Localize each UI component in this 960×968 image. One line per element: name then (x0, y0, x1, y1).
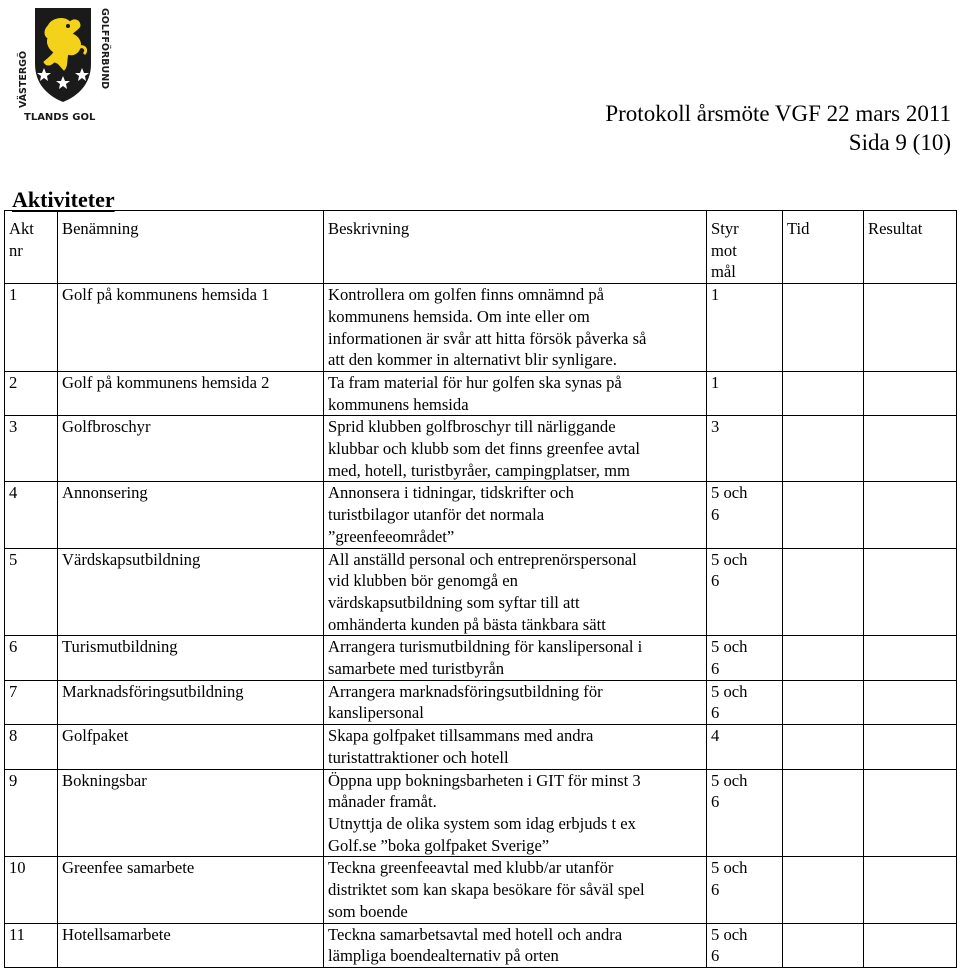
activity-number-line: 4 (9, 483, 18, 503)
activity-description-line: värdskapsutbildning som syftar till att (328, 592, 580, 612)
activity-target (707, 548, 783, 636)
activity-number-line: 8 (9, 726, 18, 746)
activity-name-line: Golfpaket (62, 726, 129, 746)
logo-ring-left: VÄSTERGÖ (18, 50, 29, 108)
activity-description-line: lämpliga boendealternativ på orten (328, 946, 559, 966)
activity-number (5, 284, 58, 372)
activity-name (58, 725, 324, 769)
activity-target-line: 5 och (711, 637, 748, 657)
activity-tid (783, 680, 864, 724)
activities-table (4, 210, 957, 968)
activity-tid (783, 548, 864, 636)
activity-number (5, 636, 58, 680)
activity-description-line: Sprid klubben golfbroschyr till närliggande (328, 417, 616, 437)
activity-name-line: Marknadsföringsutbildning (62, 681, 244, 701)
activity-tid (783, 857, 864, 923)
activity-description-line: samarbete med turistbyrån (328, 659, 505, 679)
activity-target-line: 5 och (711, 858, 748, 878)
activity-name (58, 769, 324, 857)
activity-description-line: Arrangera turismutbildning för kanslipersonal i (328, 637, 643, 657)
activity-target-line: 1 (711, 285, 720, 305)
activity-number-line: 10 (9, 858, 26, 878)
activity-description (324, 284, 707, 372)
activity-description-line: All anställd personal och entreprenörspersonal (328, 549, 637, 569)
logo-ring-right: GOLFFÖRBUND (99, 8, 110, 90)
activity-result (864, 857, 957, 923)
activity-tid (783, 482, 864, 548)
activity-name (58, 482, 324, 548)
activity-name (58, 857, 324, 923)
activity-name-line: Golf på kommunens hemsida 2 (62, 372, 270, 392)
document-title: Protokoll årsmöte VGF 22 mars 2011 (605, 101, 951, 126)
activity-result (864, 769, 957, 857)
activity-description-line: Kontrollera om golfen finns omnämnd på (328, 285, 605, 305)
activity-target (707, 680, 783, 724)
activity-description-line: kommunens hemsida (328, 394, 469, 414)
activity-description (324, 680, 707, 724)
table-row (5, 725, 957, 769)
activity-target-line: 5 och (711, 770, 748, 790)
column-header-akt-nr (5, 211, 58, 284)
activity-result (864, 371, 957, 415)
activity-target-line: 6 (711, 505, 720, 525)
activity-name-line: Hotellsamarbete (62, 924, 171, 944)
activity-target-line: 1 (711, 372, 720, 392)
activity-number-line: 6 (9, 637, 18, 657)
activity-name-line: Greenfee samarbete (62, 858, 195, 878)
activity-number-line: 1 (9, 285, 18, 305)
activity-name-line: Golfbroschyr (62, 417, 151, 437)
activity-target (707, 482, 783, 548)
activity-result (864, 482, 957, 548)
column-header-line: Tid (787, 219, 810, 238)
activity-number (5, 371, 58, 415)
vgf-logo (8, 4, 132, 124)
activity-result (864, 923, 957, 967)
activity-target (707, 725, 783, 769)
activity-number (5, 923, 58, 967)
column-header-line: Benämning (62, 219, 139, 238)
activity-description (324, 371, 707, 415)
table-row (5, 857, 957, 923)
activity-name (58, 371, 324, 415)
activity-result (864, 284, 957, 372)
column-header-line: Resultat (868, 219, 923, 238)
activity-description-line: med, hotell, turistbyråer, campingplatser, mm (328, 460, 630, 480)
column-header-line: Beskrivning (328, 219, 410, 238)
lion-shield-icon (8, 4, 132, 124)
activity-number (5, 482, 58, 548)
activity-name (58, 284, 324, 372)
activity-description-line: Teckna samarbetsavtal med hotell och andra (328, 924, 623, 944)
table-row (5, 923, 957, 967)
table-row (5, 769, 957, 857)
activity-number-line: 2 (9, 372, 18, 392)
activity-description-line: distriktet som kan skapa besökare för såväl spel (328, 880, 645, 900)
activity-name (58, 548, 324, 636)
activity-result (864, 548, 957, 636)
activity-number (5, 769, 58, 857)
table-row (5, 548, 957, 636)
activity-description (324, 923, 707, 967)
activity-target-line: 4 (711, 726, 720, 746)
activity-description-line: turistattraktioner och hotell (328, 747, 509, 767)
activity-target-line: 6 (711, 946, 720, 966)
activity-tid (783, 371, 864, 415)
activity-result (864, 636, 957, 680)
activity-description (324, 769, 707, 857)
activity-number-line: 11 (9, 924, 25, 944)
activity-number-line: 7 (9, 681, 18, 701)
activity-description-line: kanslipersonal (328, 703, 424, 723)
activity-description (324, 548, 707, 636)
activity-target-line: 5 och (711, 924, 748, 944)
activity-description-line: Öppna upp bokningsbarheten i GIT för minst 3 (328, 770, 641, 790)
activity-description-line: kommunens hemsida. Om inte eller om (328, 306, 590, 326)
activity-name-line: Annonsering (62, 483, 148, 503)
activity-description-line: att den kommer in alternativt blir synligare. (328, 350, 617, 370)
activity-description (324, 636, 707, 680)
activity-target (707, 636, 783, 680)
column-header-resultat (864, 211, 957, 284)
activity-description (324, 857, 707, 923)
column-header-line: mål (711, 262, 736, 282)
activity-name-line: Turismutbildning (62, 637, 178, 657)
activity-target (707, 284, 783, 372)
activity-target (707, 923, 783, 967)
activity-description-line: ”greenfeeområdet” (328, 526, 455, 546)
table-row (5, 482, 957, 548)
activity-target-line: 6 (711, 571, 720, 591)
activity-number-line: 3 (9, 417, 18, 437)
column-header-line: Akt (9, 219, 34, 238)
activity-description-line: Teckna greenfeeavtal med klubb/ar utanför (328, 858, 614, 878)
activity-description (324, 416, 707, 482)
activity-tid (783, 284, 864, 372)
activity-name (58, 923, 324, 967)
activity-target-line: 5 och (711, 681, 748, 701)
activity-target (707, 769, 783, 857)
activity-number (5, 725, 58, 769)
activity-description-line: Golf.se ”boka golfpaket Sverige” (328, 835, 550, 855)
column-header-line: mot (711, 240, 737, 260)
table-row (5, 680, 957, 724)
activity-tid (783, 725, 864, 769)
table-header-row (5, 211, 957, 284)
activity-result (864, 680, 957, 724)
activity-description-line: vid klubben bör genomgå en (328, 571, 518, 591)
activity-number-line: 5 (9, 549, 18, 569)
section-heading: Aktiviteter (12, 187, 115, 212)
activity-name-line: Golf på kommunens hemsida 1 (62, 285, 270, 305)
activity-description-line: Ta fram material för hur golfen ska synas på (328, 372, 622, 392)
activity-tid (783, 636, 864, 680)
activity-description-line: Skapa golfpaket tillsammans med andra (328, 726, 594, 746)
logo-ring-bottom: TLANDS GOL (24, 112, 96, 123)
activity-number (5, 857, 58, 923)
activity-name-line: Bokningsbar (62, 770, 147, 790)
activity-name (58, 680, 324, 724)
column-header-benamning (58, 211, 324, 284)
activity-description-line: månader framåt. (328, 792, 437, 812)
column-header-tid (783, 211, 864, 284)
activity-description-line: Utnyttja de olika system som idag erbjuds t ex (328, 813, 636, 833)
activity-description (324, 482, 707, 548)
activity-target-line: 5 och (711, 483, 748, 503)
activity-target-line: 3 (711, 417, 720, 437)
activity-name (58, 636, 324, 680)
column-header-styr-mot-mal (707, 211, 783, 284)
table-row (5, 371, 957, 415)
table-row (5, 416, 957, 482)
activity-result (864, 416, 957, 482)
activity-number-line: 9 (9, 770, 18, 790)
column-header-beskrivning (324, 211, 707, 284)
activity-description-line: turistbilagor utanför det normala (328, 505, 545, 525)
activity-target (707, 416, 783, 482)
page-number: Sida 9 (10) (848, 130, 951, 155)
activity-tid (783, 769, 864, 857)
activity-description-line: som boende (328, 901, 408, 921)
column-header-line: nr (9, 240, 23, 260)
activity-target-line: 6 (711, 880, 720, 900)
column-header-line: Styr (711, 219, 739, 238)
table-row (5, 636, 957, 680)
activity-number (5, 416, 58, 482)
activity-description-line: Arrangera marknadsföringsutbildning för (328, 681, 603, 701)
activity-number (5, 548, 58, 636)
activity-target-line: 6 (711, 792, 720, 812)
activity-description-line: informationen är svår att hitta försök påverka så (328, 328, 647, 348)
activity-description-line: Annonsera i tidningar, tidskrifter och (328, 483, 574, 503)
activity-description-line: omhänderta kunden på bästa tänkbara sätt (328, 614, 606, 634)
activity-number (5, 680, 58, 724)
activity-name-line: Värdskapsutbildning (62, 549, 201, 569)
activity-tid (783, 416, 864, 482)
activity-name (58, 416, 324, 482)
activity-target-line: 6 (711, 703, 720, 723)
activity-target-line: 6 (711, 659, 720, 679)
table-row (5, 284, 957, 372)
activity-result (864, 725, 957, 769)
activity-target (707, 857, 783, 923)
activity-description (324, 725, 707, 769)
activity-target (707, 371, 783, 415)
activity-description-line: klubbar och klubb som det finns greenfee avtal (328, 439, 640, 459)
activity-tid (783, 923, 864, 967)
activity-target-line: 5 och (711, 549, 748, 569)
